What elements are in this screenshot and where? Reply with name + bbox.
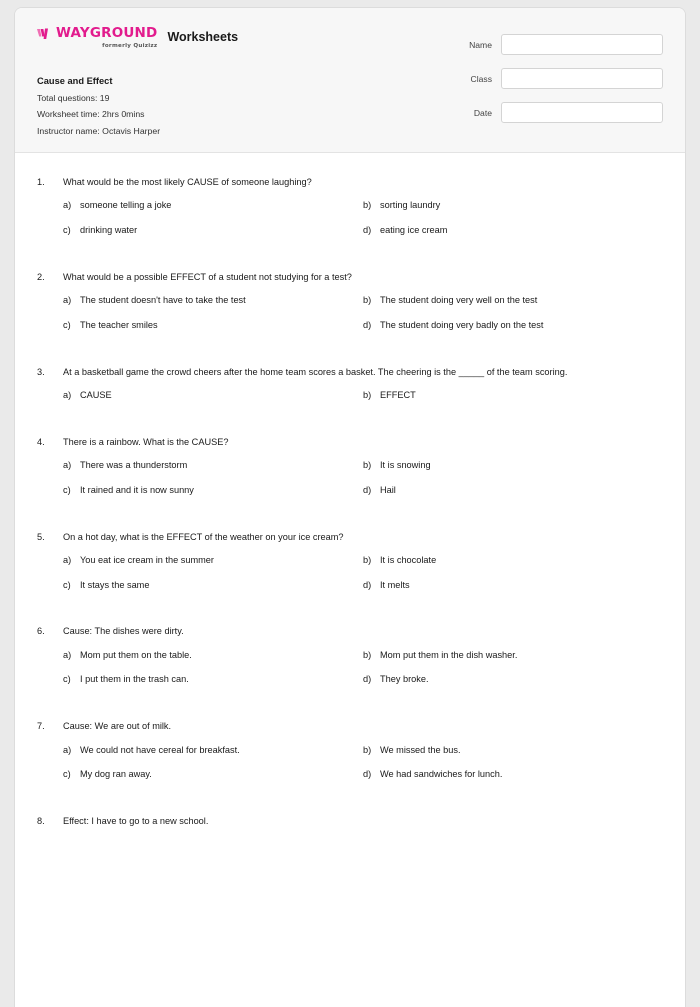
options-grid (63, 459, 663, 509)
date-input[interactable] (501, 102, 663, 123)
option-key: b) (363, 744, 372, 755)
date-label: Date (473, 107, 492, 118)
worksheet-meta (37, 76, 437, 136)
option-key: d) (363, 674, 372, 685)
option-key: d) (363, 319, 372, 330)
option-key: a) (63, 554, 72, 565)
question-text: Cause: We are out of milk. (63, 721, 172, 732)
option-key: c) (63, 484, 71, 495)
answer-option[interactable] (63, 768, 363, 782)
worksheet-header (15, 8, 685, 153)
question-item (37, 270, 663, 344)
wayground-logo[interactable] (37, 26, 157, 49)
question-head (37, 270, 663, 284)
logo-line (37, 27, 157, 41)
option-text: sorting laundry (380, 200, 441, 211)
instructor-name: Instructor name: Octavis Harper (37, 125, 161, 136)
option-key: d) (363, 225, 372, 236)
option-text: eating ice cream (380, 225, 448, 236)
class-field-row (453, 68, 663, 89)
date-field-row (453, 102, 663, 123)
worksheet-time: Worksheet time: 2hrs 0mins (37, 109, 145, 120)
option-text: The student doesn't have to take the test (80, 295, 246, 306)
option-key: c) (63, 769, 71, 780)
class-label: Class (470, 73, 492, 84)
options-grid (63, 744, 663, 794)
question-number: 3. (37, 366, 45, 377)
logo-subtext: formerly Quizizz (102, 43, 158, 49)
question-text: There is a rainbow. What is the CAUSE? (63, 436, 229, 447)
question-number: 1. (37, 177, 45, 187)
option-key: c) (63, 579, 71, 590)
options-grid (63, 554, 663, 604)
option-text: drinking water (80, 225, 138, 236)
option-text: Mom put them in the dish washer. (380, 649, 518, 660)
answer-option[interactable] (363, 389, 663, 403)
option-text: My dog ran away. (80, 769, 152, 780)
question-item (37, 175, 663, 249)
student-fields (453, 26, 663, 136)
option-key: b) (363, 554, 372, 565)
option-key: c) (63, 225, 71, 236)
question-text: Effect: I have to go to a new school. (63, 816, 209, 827)
worksheet-page (14, 7, 686, 1007)
option-text: It stays the same (80, 579, 150, 590)
answer-option[interactable] (63, 649, 363, 663)
option-key: a) (63, 389, 72, 400)
class-input[interactable] (501, 68, 663, 89)
question-item (37, 719, 663, 793)
options-grid (63, 389, 663, 414)
option-key: b) (363, 389, 372, 400)
question-head (37, 365, 663, 379)
answer-option[interactable] (63, 319, 363, 333)
option-key: d) (363, 484, 372, 495)
option-text: They broke. (380, 674, 429, 685)
option-key: a) (63, 744, 72, 755)
answer-option[interactable] (63, 459, 363, 473)
name-input[interactable] (501, 34, 663, 55)
question-item (37, 814, 663, 828)
answer-option[interactable] (63, 673, 363, 687)
question-item (37, 435, 663, 509)
answer-option[interactable] (363, 554, 663, 568)
option-key: a) (63, 649, 72, 660)
answer-option[interactable] (63, 199, 363, 213)
option-text: Mom put them on the table. (80, 649, 192, 660)
option-key: a) (63, 295, 72, 306)
answer-option[interactable] (363, 459, 663, 473)
answer-option[interactable] (63, 224, 363, 238)
option-text: It rained and it is now sunny (80, 484, 194, 495)
option-text: EFFECT (380, 389, 416, 400)
option-text: I put them in the trash can. (80, 674, 189, 685)
logo-wordmark: WAYGROUND (56, 25, 158, 41)
wayground-logo-icon (37, 28, 53, 40)
total-questions: Total questions: 19 (37, 93, 110, 103)
option-text: Hail (380, 484, 396, 495)
question-item (37, 365, 663, 414)
name-label: Name (469, 39, 492, 50)
question-number: 4. (37, 436, 45, 447)
option-text: It melts (380, 579, 410, 590)
option-text: We missed the bus. (380, 744, 461, 755)
answer-option[interactable] (363, 319, 663, 333)
answer-option[interactable] (363, 484, 663, 498)
option-key: d) (363, 769, 372, 780)
answer-option[interactable] (363, 768, 663, 782)
options-grid (63, 294, 663, 344)
name-field-row (453, 34, 663, 55)
question-item (37, 624, 663, 698)
question-number: 2. (37, 271, 45, 282)
question-head (37, 624, 663, 638)
question-number: 6. (37, 626, 45, 637)
option-text: We had sandwiches for lunch. (380, 769, 503, 780)
answer-option[interactable] (363, 744, 663, 758)
header-left (37, 26, 437, 136)
option-text: The student doing very badly on the test (380, 319, 544, 330)
answer-option[interactable] (363, 294, 663, 308)
option-key: c) (63, 319, 71, 330)
option-key: b) (363, 200, 372, 211)
option-key: a) (63, 459, 72, 470)
option-text: CAUSE (80, 389, 112, 400)
options-grid (63, 649, 663, 699)
answer-option[interactable] (63, 744, 363, 758)
question-number: 7. (37, 721, 45, 732)
question-text: Cause: The dishes were dirty. (63, 626, 184, 637)
question-item (37, 530, 663, 604)
answer-option[interactable] (363, 199, 663, 213)
option-key: b) (363, 649, 372, 660)
option-key: b) (363, 295, 372, 306)
page-title: Worksheets (167, 30, 239, 44)
question-head (37, 175, 663, 189)
options-grid (63, 199, 663, 249)
answer-option[interactable] (63, 294, 363, 308)
question-head (37, 814, 663, 828)
question-head (37, 435, 663, 449)
brand-row (37, 26, 437, 56)
question-number: 8. (37, 816, 45, 827)
option-text: We could not have cereal for breakfast. (80, 744, 240, 755)
option-key: d) (363, 579, 372, 590)
answer-option[interactable] (363, 224, 663, 238)
answer-option[interactable] (63, 484, 363, 498)
option-text: The student doing very well on the test (380, 295, 538, 306)
option-key: b) (363, 459, 372, 470)
answer-option[interactable] (363, 673, 663, 687)
option-text: It is snowing (380, 459, 431, 470)
questions-list (15, 153, 685, 828)
question-text: What would be the most likely CAUSE of someone laughing? (63, 177, 312, 187)
question-text: At a basketball game the crowd cheers after the home team scores a basket. The cheering is the _____ of the team scoring. (63, 366, 568, 377)
option-text: There was a thunderstorm (80, 459, 188, 470)
option-key: c) (63, 674, 71, 685)
option-text: The teacher smiles (80, 319, 158, 330)
question-head (37, 530, 663, 544)
option-text: You eat ice cream in the summer (80, 554, 214, 565)
question-number: 5. (37, 531, 45, 542)
answer-option[interactable] (63, 579, 363, 593)
answer-option[interactable] (363, 579, 663, 593)
option-text: someone telling a joke (80, 200, 172, 211)
option-text: It is chocolate (380, 554, 437, 565)
question-text: What would be a possible EFFECT of a student not studying for a test? (63, 271, 352, 282)
option-key: a) (63, 200, 72, 211)
question-text: On a hot day, what is the EFFECT of the weather on your ice cream? (63, 531, 344, 542)
answer-option[interactable] (363, 649, 663, 663)
question-head (37, 719, 663, 733)
worksheet-topic: Cause and Effect (37, 76, 113, 86)
answer-option[interactable] (63, 389, 363, 403)
answer-option[interactable] (63, 554, 363, 568)
